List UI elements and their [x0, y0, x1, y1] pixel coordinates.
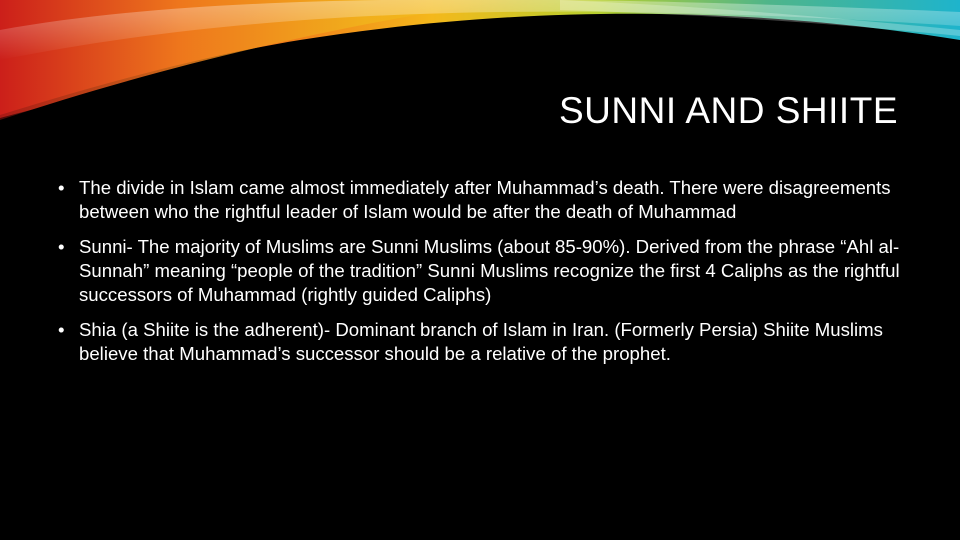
bullet-icon: • [58, 319, 65, 340]
bullet-icon: • [58, 177, 65, 198]
slide-title: SUNNI AND SHIITE [559, 90, 898, 131]
bullet-item [58, 176, 918, 224]
bullet-item [58, 235, 918, 307]
bullet-item [58, 318, 918, 366]
bullet-text: Sunni- The majority of Muslims are Sunni Muslims (about 85-90%). Derived from the phrase “Ahl al-Sunnah” meaning “people of the tradition” Sunni Muslims recognize the first 4 Caliphs as the rightful successors of Muhammad (rightly guided Caliphs) [79, 236, 900, 305]
bullet-text: Shia (a Shiite is the adherent)- Dominant branch of Islam in Iran. (Formerly Persia) Shiite Muslims believe that Muhammad’s successor should be a relative of the prophet. [79, 319, 883, 364]
bullet-list [58, 176, 918, 377]
bullet-text: The divide in Islam came almost immediately after Muhammad’s death. There were disagreements between who the rightful leader of Islam would be after the death of Muhammad [79, 177, 891, 222]
bullet-icon: • [58, 236, 65, 257]
